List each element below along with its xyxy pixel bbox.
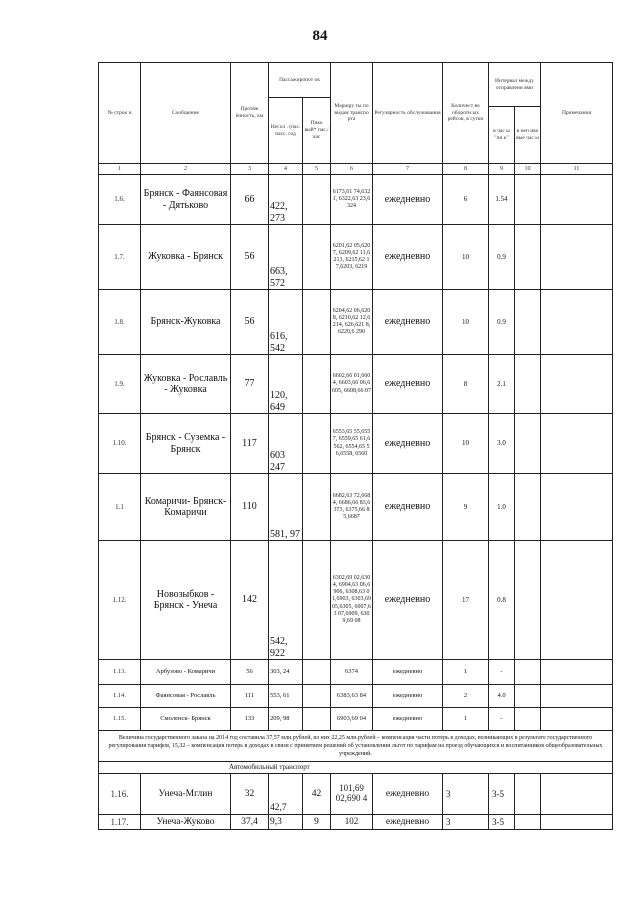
connection-name: Комаричи- Брянск- Комаричи bbox=[141, 474, 231, 541]
trip-count: 10 bbox=[443, 225, 489, 290]
interval-offpeak bbox=[515, 355, 541, 414]
trip-count: 1 bbox=[443, 660, 489, 685]
table-row bbox=[99, 708, 613, 731]
peak-flow bbox=[303, 290, 331, 355]
connection-name: Жуковка - Брянск bbox=[141, 225, 231, 290]
passenger-flow: 120, 649 bbox=[269, 355, 303, 414]
table-row bbox=[99, 225, 613, 290]
interval-offpeak bbox=[515, 290, 541, 355]
row-number: 1.14. bbox=[99, 685, 141, 708]
passenger-flow: 553, 61 bbox=[269, 685, 303, 708]
interval-peak: 3-5 bbox=[489, 815, 515, 830]
connection-name: Арбузово - Комаричи bbox=[141, 660, 231, 685]
interval-peak: 3.0 bbox=[489, 414, 515, 474]
trip-count: 9 bbox=[443, 474, 489, 541]
notes-cell bbox=[541, 225, 613, 290]
route-numbers: 6383,63 84 bbox=[331, 685, 373, 708]
header-interval-offpeak: в неп ико вые час ы bbox=[515, 107, 541, 164]
length-km: 77 bbox=[231, 355, 269, 414]
table-row bbox=[99, 474, 613, 541]
row-number: 1.12. bbox=[99, 541, 141, 660]
row-number: 1.9. bbox=[99, 355, 141, 414]
note-row bbox=[99, 731, 613, 762]
peak-flow bbox=[303, 175, 331, 225]
section-title: Автомобильный транспорт bbox=[99, 762, 613, 774]
header-flow-peak: Пико вый* пас./ час bbox=[303, 98, 331, 164]
table-row bbox=[99, 815, 613, 830]
trip-count: 10 bbox=[443, 414, 489, 474]
length-km: 110 bbox=[231, 474, 269, 541]
route-numbers: 6201,62 05,6207, 6209,62 11,6213, 6215,62 17,6203, 6219 bbox=[331, 225, 373, 290]
notes-cell bbox=[541, 474, 613, 541]
route-numbers: 6173,61 74,6321, 6322,63 23,6324 bbox=[331, 175, 373, 225]
column-number: 10 bbox=[515, 164, 541, 175]
column-number: 3 bbox=[231, 164, 269, 175]
trip-count: 6 bbox=[443, 175, 489, 225]
column-number: 1 bbox=[99, 164, 141, 175]
passenger-flow: 422, 273 bbox=[269, 175, 303, 225]
header-trips: Количест во оборотн ых рейсов, в сутки bbox=[443, 63, 489, 164]
route-numbers: 6903,69 04 bbox=[331, 708, 373, 731]
table-row bbox=[99, 175, 613, 225]
table-row bbox=[99, 774, 613, 815]
notes-cell bbox=[541, 685, 613, 708]
interval-offpeak bbox=[515, 685, 541, 708]
regularity: ежедневно bbox=[373, 175, 443, 225]
notes-cell bbox=[541, 175, 613, 225]
peak-flow: 42 bbox=[303, 774, 331, 815]
header-interval: Интервал между отправлени ями bbox=[489, 63, 541, 107]
notes-cell bbox=[541, 774, 613, 815]
notes-cell bbox=[541, 660, 613, 685]
section-row bbox=[99, 762, 613, 774]
passenger-flow: 616, 542 bbox=[269, 290, 303, 355]
regularity: ежедневно bbox=[373, 474, 443, 541]
state-order-note: Величина государственного заказа на 2014 год составила 37,57 млн.рублей, из них 22,25 млн.рублей – компенсация части потерь в доходах, возникающих в результате государственного регулирования тарифов, 15,32 – компенсация потерь в доходах в связи с принятием решений об установлении льгот по тарифам на проезд обучающихся и воспитанников общеобразовательных учреждений. bbox=[99, 731, 613, 762]
notes-cell bbox=[541, 290, 613, 355]
column-number: 5 bbox=[303, 164, 331, 175]
peak-flow bbox=[303, 541, 331, 660]
route-numbers: 6374 bbox=[331, 660, 373, 685]
peak-flow bbox=[303, 355, 331, 414]
length-km: 56 bbox=[231, 660, 269, 685]
regularity: ежедневно bbox=[373, 290, 443, 355]
peak-flow: 9 bbox=[303, 815, 331, 830]
route-numbers: 6553,65 55,6557, 6559,65 61,6562, 6554,65 56,6558, 6560 bbox=[331, 414, 373, 474]
route-numbers: 6602,66 01,6604, 6603,66 06,6605, 6608,66 07 bbox=[331, 355, 373, 414]
length-km: 111 bbox=[231, 685, 269, 708]
header-notes: Примечания bbox=[541, 63, 613, 164]
connection-name: Фаянсовая - Рославль bbox=[141, 685, 231, 708]
schedule-table bbox=[98, 62, 613, 830]
passenger-flow: 303, 24 bbox=[269, 660, 303, 685]
length-km: 117 bbox=[231, 414, 269, 474]
passenger-flow: 42,7 bbox=[269, 774, 303, 815]
header-regularity: Регулярность обслуживания bbox=[373, 63, 443, 164]
column-number: 9 bbox=[489, 164, 515, 175]
table-row bbox=[99, 660, 613, 685]
interval-peak: - bbox=[489, 708, 515, 731]
connection-name: Унеча-Мглин bbox=[141, 774, 231, 815]
table-row bbox=[99, 685, 613, 708]
page-number: 84 bbox=[312, 28, 328, 44]
regularity: ежедневно bbox=[373, 225, 443, 290]
column-number: 4 bbox=[269, 164, 303, 175]
table-row bbox=[99, 541, 613, 660]
column-number: 11 bbox=[541, 164, 613, 175]
header-connection: Сообщение bbox=[141, 63, 231, 164]
length-km: 66 bbox=[231, 175, 269, 225]
row-number: 1.16. bbox=[99, 774, 141, 815]
table-row bbox=[99, 355, 613, 414]
trip-count: 8 bbox=[443, 355, 489, 414]
table-row bbox=[99, 414, 613, 474]
trip-count: 3 bbox=[443, 774, 489, 815]
header-interval-peak: в час ы "пи к" bbox=[489, 107, 515, 164]
regularity: ежедневно bbox=[373, 815, 443, 830]
notes-cell bbox=[541, 355, 613, 414]
regularity: ежедневно bbox=[373, 685, 443, 708]
column-number: 2 bbox=[141, 164, 231, 175]
connection-name: Жуковка - Рославль - Жуковка bbox=[141, 355, 231, 414]
interval-offpeak bbox=[515, 175, 541, 225]
trip-count: 10 bbox=[443, 290, 489, 355]
peak-flow bbox=[303, 660, 331, 685]
row-number: 1.1 bbox=[99, 474, 141, 541]
interval-peak: 3-5 bbox=[489, 774, 515, 815]
interval-peak: 1.54 bbox=[489, 175, 515, 225]
length-km: 133 bbox=[231, 708, 269, 731]
interval-peak: - bbox=[489, 660, 515, 685]
notes-cell bbox=[541, 708, 613, 731]
connection-name: Смоленск- Брянск bbox=[141, 708, 231, 731]
regularity: ежедневно bbox=[373, 660, 443, 685]
column-number: 7 bbox=[373, 164, 443, 175]
column-number: 6 bbox=[331, 164, 373, 175]
row-number: 1.10. bbox=[99, 414, 141, 474]
header-row-no: № строк и bbox=[99, 63, 141, 164]
length-km: 37,4 bbox=[231, 815, 269, 830]
trip-count: 2 bbox=[443, 685, 489, 708]
peak-flow bbox=[303, 414, 331, 474]
header-passenger-flow: Пассажиропот ок bbox=[269, 63, 331, 98]
notes-cell bbox=[541, 815, 613, 830]
interval-peak: 0.9 bbox=[489, 225, 515, 290]
notes-cell bbox=[541, 414, 613, 474]
interval-peak: 0.8 bbox=[489, 541, 515, 660]
interval-peak: 0.9 bbox=[489, 290, 515, 355]
interval-peak: 1.0 bbox=[489, 474, 515, 541]
length-km: 32 bbox=[231, 774, 269, 815]
regularity: ежедневно bbox=[373, 414, 443, 474]
interval-offpeak bbox=[515, 708, 541, 731]
interval-offpeak bbox=[515, 474, 541, 541]
interval-offpeak bbox=[515, 774, 541, 815]
route-numbers: 6302,69 02,6304, 6904,63 06,6906, 6308,63 01,6903, 6303,69 05,6305, 6907,63 07,6909, 6309,69 08 bbox=[331, 541, 373, 660]
regularity: ежедневно bbox=[373, 355, 443, 414]
table-body bbox=[99, 63, 613, 830]
regularity: ежедневно bbox=[373, 708, 443, 731]
row-number: 1.15. bbox=[99, 708, 141, 731]
passenger-flow: 542, 922 bbox=[269, 541, 303, 660]
row-number: 1.17. bbox=[99, 815, 141, 830]
header-route: Маршру ты по видам транспо рта bbox=[331, 63, 373, 164]
length-km: 56 bbox=[231, 225, 269, 290]
route-numbers: 101,69 02,690 4 bbox=[331, 774, 373, 815]
regularity: ежедневно bbox=[373, 541, 443, 660]
route-numbers: 6682,63 72,6684, 6686,66 83,6373, 6375,66 85,6687 bbox=[331, 474, 373, 541]
row-number: 1.8. bbox=[99, 290, 141, 355]
peak-flow bbox=[303, 708, 331, 731]
interval-peak: 2.1 bbox=[489, 355, 515, 414]
connection-name: Новозыбков - Брянск - Унеча bbox=[141, 541, 231, 660]
route-numbers: 6204,62 06,6208, 6210,62 12,6214, 626,621 8,6220,6 290 bbox=[331, 290, 373, 355]
table-row bbox=[99, 290, 613, 355]
trip-count: 17 bbox=[443, 541, 489, 660]
row-number: 1.6. bbox=[99, 175, 141, 225]
trip-count: 1 bbox=[443, 708, 489, 731]
connection-name: Брянск - Суземка - Брянск bbox=[141, 414, 231, 474]
passenger-flow: 209, 98 bbox=[269, 708, 303, 731]
connection-name: Брянск - Фаянсовая - Дятьково bbox=[141, 175, 231, 225]
interval-offpeak bbox=[515, 660, 541, 685]
passenger-flow: 581, 97 bbox=[269, 474, 303, 541]
connection-name: Брянск-Жуковка bbox=[141, 290, 231, 355]
route-numbers: 102 bbox=[331, 815, 373, 830]
interval-offpeak bbox=[515, 225, 541, 290]
column-number: 8 bbox=[443, 164, 489, 175]
passenger-flow: 603 247 bbox=[269, 414, 303, 474]
interval-offpeak bbox=[515, 541, 541, 660]
regularity: ежедневно bbox=[373, 774, 443, 815]
passenger-flow: 663, 572 bbox=[269, 225, 303, 290]
trip-count: 3 bbox=[443, 815, 489, 830]
row-number: 1.7. bbox=[99, 225, 141, 290]
interval-offpeak bbox=[515, 414, 541, 474]
interval-offpeak bbox=[515, 815, 541, 830]
row-number: 1.13. bbox=[99, 660, 141, 685]
column-numbers-row bbox=[99, 164, 613, 175]
length-km: 142 bbox=[231, 541, 269, 660]
peak-flow bbox=[303, 225, 331, 290]
header-length: Протяж ённость, км bbox=[231, 63, 269, 164]
interval-peak: 4.0 bbox=[489, 685, 515, 708]
connection-name: Унеча-Жуково bbox=[141, 815, 231, 830]
peak-flow bbox=[303, 474, 331, 541]
notes-cell bbox=[541, 541, 613, 660]
length-km: 56 bbox=[231, 290, 269, 355]
header-row bbox=[99, 63, 613, 98]
header-flow-annual: Несол . (пас. пасс. год bbox=[269, 98, 303, 164]
passenger-flow: 9,3 bbox=[269, 815, 303, 830]
peak-flow bbox=[303, 685, 331, 708]
